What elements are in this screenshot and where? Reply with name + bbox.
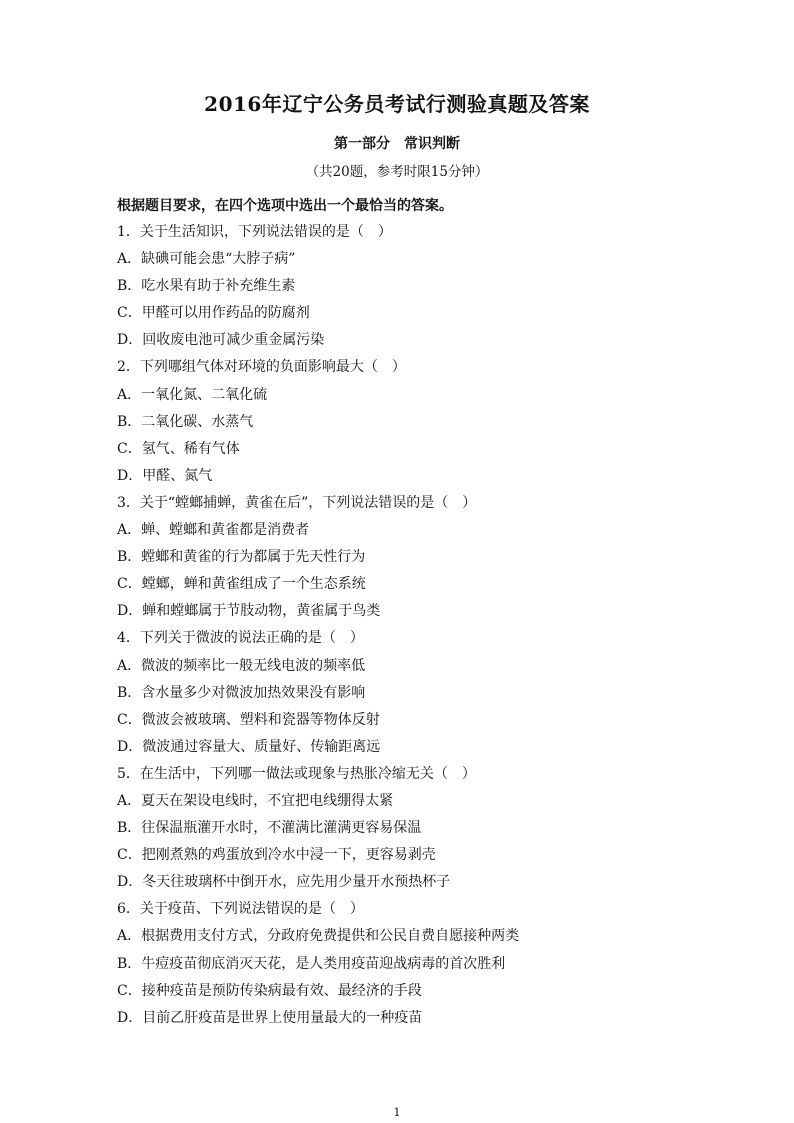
question-stem: 6．关于疫苗、下列说法错误的是（ ） xyxy=(117,901,364,918)
answer-option: D．冬天往玻璃杯中倒开水，应先用少量开水预热杯子 xyxy=(117,874,451,891)
answer-option: A．微波的频率比一般无线电波的频率低 xyxy=(117,657,366,674)
answer-option: A．根据费用支付方式，分政府免费提供和公民自费自愿接种两类 xyxy=(117,928,520,945)
answer-option: B．吃水果有助于补充维生素 xyxy=(117,278,296,295)
answer-option: A．蝉、螳螂和黄雀都是消费者 xyxy=(117,522,310,539)
question-stem: 2．下列哪组气体对环境的负面影响最大（ ） xyxy=(117,359,406,376)
answer-option: D．蝉和螳螂属于节肢动物，黄雀属于鸟类 xyxy=(117,603,381,620)
answer-option: C．氢气、稀有气体 xyxy=(117,440,240,457)
answer-option: C．把刚煮熟的鸡蛋放到冷水中浸一下，更容易剥壳 xyxy=(117,847,436,864)
answer-option: C．螳螂，蝉和黄雀组成了一个生态系统 xyxy=(117,576,366,593)
question-stem: 1．关于生活知识，下列说法错误的是（ ） xyxy=(117,224,392,240)
answer-option: B．螳螂和黄雀的行为都属于先天性行为 xyxy=(117,549,366,566)
section-title: 第一部分 常识判断 xyxy=(334,136,460,152)
answer-option: B．往保温瓶灌开水时，不灌满比灌满更容易保温 xyxy=(117,820,422,837)
answer-option: B．牛痘疫苗彻底消灭天花，是人类用疫苗迎战病毒的首次胜利 xyxy=(117,955,506,972)
document-title: 2016年辽宁公务员考试行测验真题及答案 xyxy=(204,92,590,116)
answer-option: A．一氧化氮、二氧化硫 xyxy=(117,386,268,403)
question-stem: 4．下列关于微波的说法正确的是（ ） xyxy=(117,630,364,647)
question-stem: 5．在生活中，下列哪一做法或现象与热胀冷缩无关（ ） xyxy=(117,765,476,782)
question-stem: 3．关于“螳螂捕蝉，黄雀在后”，下列说法错误的是（ ） xyxy=(117,494,477,511)
answer-option: A．缺碘可能会患“大脖子病” xyxy=(117,251,296,268)
instruction-text: 根据题目要求，在四个选项中选出一个最恰当的答案。 xyxy=(117,198,453,214)
answer-option: B．二氧化碳、水蒸气 xyxy=(117,413,254,430)
answer-option: C．接种疫苗是预防传染病最有效、最经济的手段 xyxy=(117,982,422,999)
answer-option: D．甲醛、氮气 xyxy=(117,467,213,484)
answer-option: B．含水量多少对微波加热效果没有影响 xyxy=(117,684,366,701)
answer-option: C．微波会被玻璃、塑料和瓷器等物体反射 xyxy=(117,711,380,728)
answer-option: D．回收废电池可减少重金属污染 xyxy=(117,332,325,349)
question-list xyxy=(117,222,717,1035)
answer-option: C．甲醛可以用作药品的防腐剂 xyxy=(117,305,310,322)
answer-option: A．夏天在架设电线时，不宜把电线绷得太紧 xyxy=(117,792,394,809)
answer-option: D．微波通过容量大、质量好、传输距离远 xyxy=(117,738,381,755)
section-note: （共20题，参考时限15分钟） xyxy=(305,164,489,180)
answer-option: D．目前乙肝疫苗是世界上使用量最大的一种疫苗 xyxy=(117,1009,423,1026)
page-number: 1 xyxy=(393,1106,401,1119)
